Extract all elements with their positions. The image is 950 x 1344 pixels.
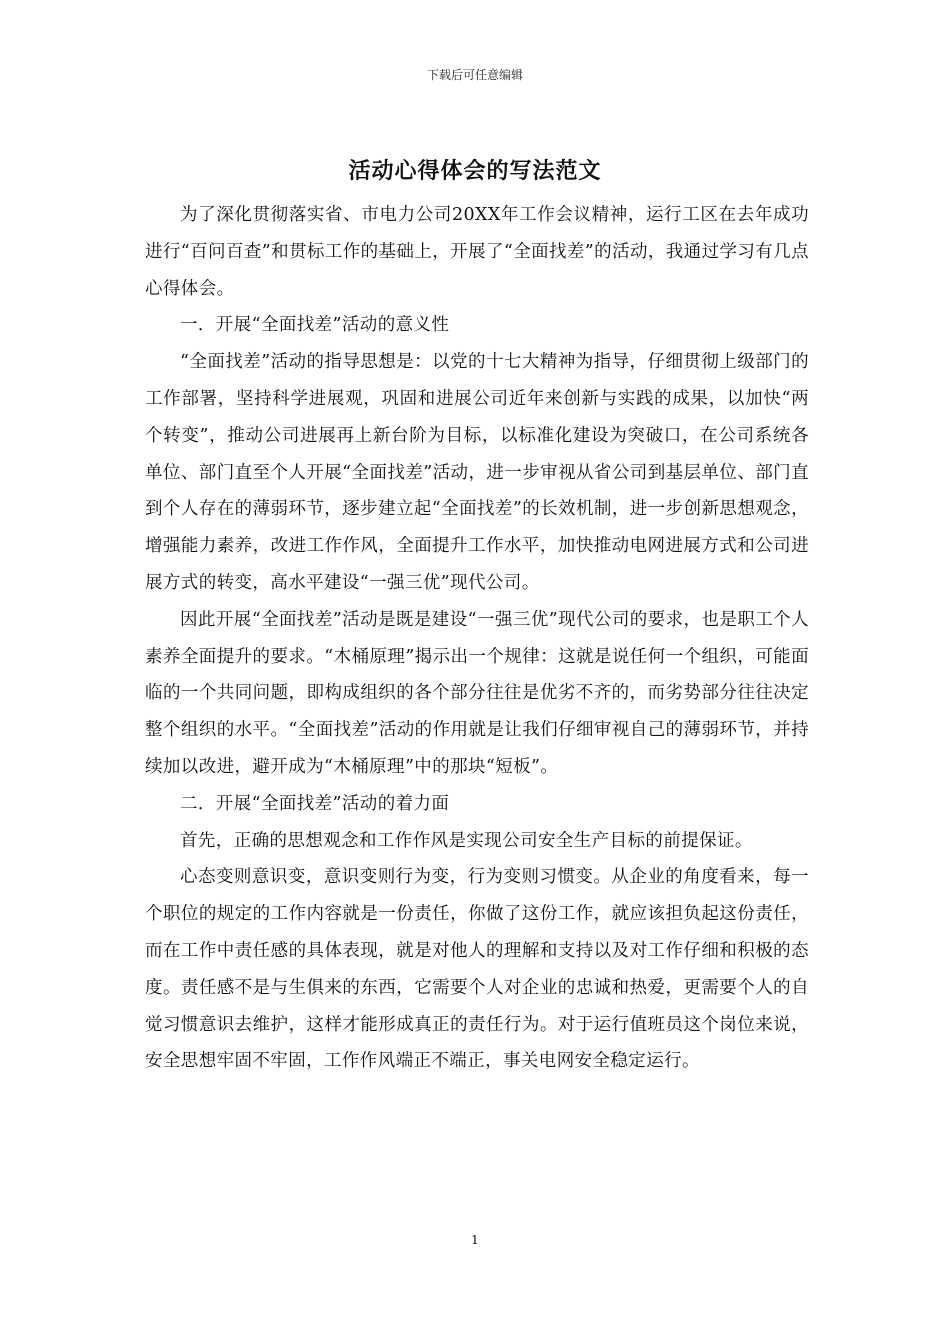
body-paragraph: 首先，正确的思想观念和工作作风是实现公司安全生产目标的前提保证。 — [180, 830, 753, 851]
section-heading-2: 二．开展“全面找差”活动的着力面 — [180, 793, 450, 814]
page-number: 1 — [471, 1233, 479, 1247]
body-paragraph: 因此开展“全面找差”活动是既是建设“一强三优”现代公司的要求，也是职工个人素养全面提升的要求。“木桶原理”揭示出一个规律：这就是说任何一个组织，可能面临的一个共同问题，即构成组织的各个部分往往是优劣不齐的，而劣势部分往往决定整个组织的水平。“全面找差”活动的作用就是让我们仔细审视自己的薄弱环节，并持续加以改进，避开成为“木桶原理”中的那块“短板”。 — [145, 609, 809, 777]
body-paragraph: “全面找差”活动的指导思想是：以党的十七大精神为指导，仔细贯彻上级部门的工作部署，坚持科学进展观，巩固和进展公司近年来创新与实践的成果，以加快“两个转变”，推动公司进展再上新台阶为目标，以标准化建设为突破口，在公司系统各单位、部门直至个人开展“全面找差”活动，进一步审视从省公司到基层单位、部门直到个人存在的薄弱环节，逐步建立起“全面找差”的长效机制，进一步创新思想观念，增强能力素养，改进工作作风，全面提升工作水平，加快推动电网进展方式和公司进展方式的转变，高水平建设“一强三优”现代公司。 — [145, 352, 809, 593]
intro-paragraph: 为了深化贯彻落实省、市电力公司20XX年工作会议精神，运行工区在去年成功进行“百问百查”和贯标工作的基础上，开展了“全面找差”的活动，我通过学习有几点心得体会。 — [145, 205, 809, 299]
body-paragraph: 心态变则意识变，意识变则行为变，行为变则习惯变。从企业的角度看来，每一个职位的规定的工作内容就是一份责任，你做了这份工作，就应该担负起这份责任，而在工作中责任感的具体表现，就是对他人的理解和支持以及对工作仔细和积极的态度。责任感不是与生俱来的东西，它需要个人对企业的忠诚和热爱，更需要个人的自觉习惯意识去维护，这样才能形成真正的责任行为。对于运行值班员这个岗位来说，安全思想牢固不牢固，工作作风端正不端正，事关电网安全稳定运行。 — [145, 867, 809, 1072]
document-title: 活动心得体会的写法范文 — [348, 158, 602, 184]
page-header: 下载后可任意编辑 — [426, 68, 523, 82]
section-heading-1: 一．开展“全面找差”活动的意义性 — [180, 315, 450, 336]
document-body — [145, 197, 809, 1080]
